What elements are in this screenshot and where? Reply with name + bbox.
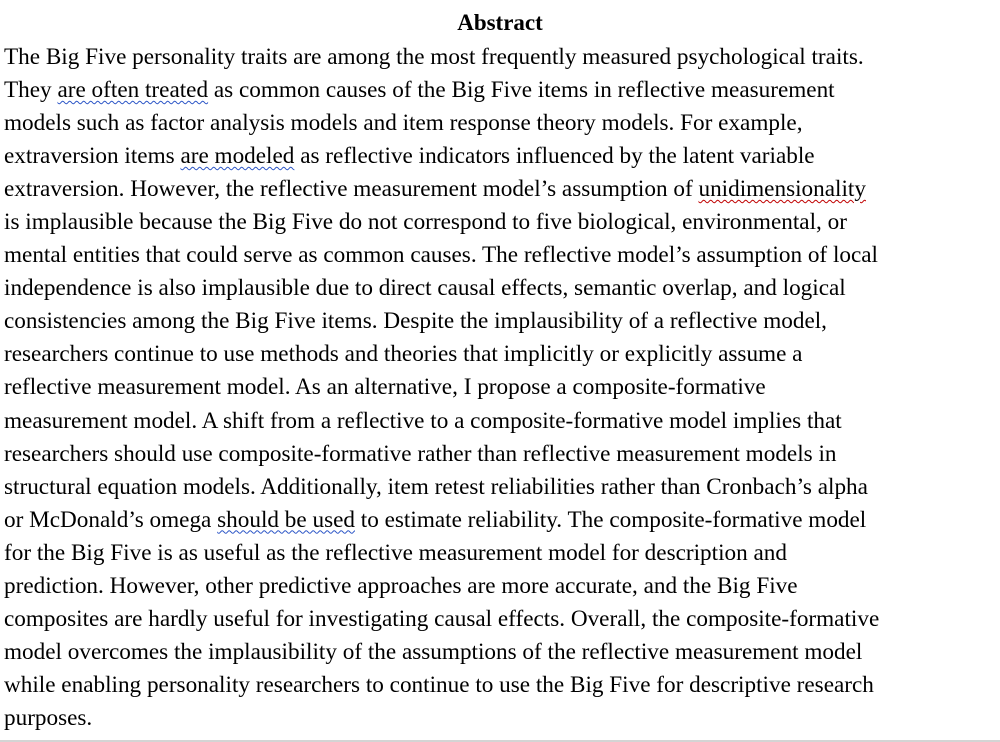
text-segment: The Big Five personality traits are among the most frequently measured psychological traits.	[4, 44, 864, 70]
text-segment: consistencies among the Big Five items. Despite the implausibility of a reflective model,	[4, 308, 827, 335]
text-segment: structural equation models. Additionally, item retest reliabilities rather than Cronbach’s alpha	[4, 473, 868, 500]
abstract-line	[4, 537, 1000, 570]
abstract-line	[4, 239, 1000, 272]
text-segment: mental entities that could serve as common causes. The reflective model’s assumption of local	[4, 242, 879, 269]
text-segment: models such as factor analysis models and item response theory models. For example,	[4, 110, 803, 137]
text-segment: researchers should use composite-formative rather than reflective measurement models in	[4, 440, 837, 467]
text-segment: composites are hardly useful for investigating causal effects. Overall, the composite-formative	[4, 605, 880, 632]
abstract-line	[4, 669, 1000, 702]
text-segment: independence is also implausible due to direct causal effects, semantic overlap, and logical	[4, 275, 846, 302]
abstract-line	[4, 338, 1000, 371]
text-segment: measurement model. A shift from a reflective to a composite-formative model implies that	[4, 407, 842, 434]
text-segment: for the Big Five is as useful as the reflective measurement model for description and	[4, 539, 787, 566]
text-segment: is implausible because the Big Five do not correspond to five biological, environmental, or	[4, 209, 847, 236]
abstract-line	[4, 74, 1000, 107]
abstract-line	[4, 438, 1000, 471]
text-segment: researchers continue to use methods and theories that implicitly or explicitly assume a	[4, 341, 803, 368]
abstract-line	[4, 41, 1000, 74]
abstract-line	[4, 206, 1000, 239]
abstract-line	[4, 570, 1000, 603]
text-segment: They	[4, 77, 58, 104]
abstract-line	[4, 305, 1000, 338]
text-segment: while enabling personality researchers to continue to use the Big Five for descriptive research	[4, 671, 874, 698]
text-segment: reflective measurement model. As an alternative, I propose a composite-formative	[4, 374, 766, 401]
text-segment: as common causes of the Big Five items in reflective measurement	[208, 77, 835, 104]
abstract-body	[4, 41, 1000, 735]
abstract-line	[4, 371, 1000, 404]
abstract-line	[4, 272, 1000, 305]
grammar-flagged-text[interactable]: are often treated	[57, 77, 209, 104]
abstract-heading: Abstract	[457, 10, 543, 35]
abstract-line	[4, 603, 1000, 636]
text-segment: extraversion items	[4, 143, 181, 170]
text-segment: prediction. However, other predictive approaches are more accurate, and the Big Five	[4, 572, 798, 599]
abstract-line	[4, 636, 1000, 669]
abstract-line	[4, 702, 1000, 735]
abstract-line	[4, 107, 1000, 140]
abstract-line	[4, 173, 1000, 206]
text-segment: as reflective indicators influenced by the latent variable	[294, 143, 815, 170]
abstract-line	[4, 471, 1000, 504]
text-segment: extraversion. However, the reflective measurement model’s assumption of	[4, 176, 699, 203]
grammar-flagged-text[interactable]: should be used	[217, 506, 355, 533]
abstract-line	[4, 405, 1000, 438]
abstract-line	[4, 504, 1000, 537]
text-segment: or McDonald’s omega	[4, 506, 218, 533]
text-segment: purposes.	[4, 704, 93, 731]
abstract-line	[4, 140, 1000, 173]
grammar-flagged-text[interactable]: are modeled	[180, 143, 295, 170]
text-segment: model overcomes the implausibility of the assumptions of the reflective measurement model	[4, 638, 863, 665]
text-segment: to estimate reliability. The composite-formative model	[354, 506, 867, 533]
spelling-flagged-text[interactable]: unidimensionality	[698, 176, 866, 203]
